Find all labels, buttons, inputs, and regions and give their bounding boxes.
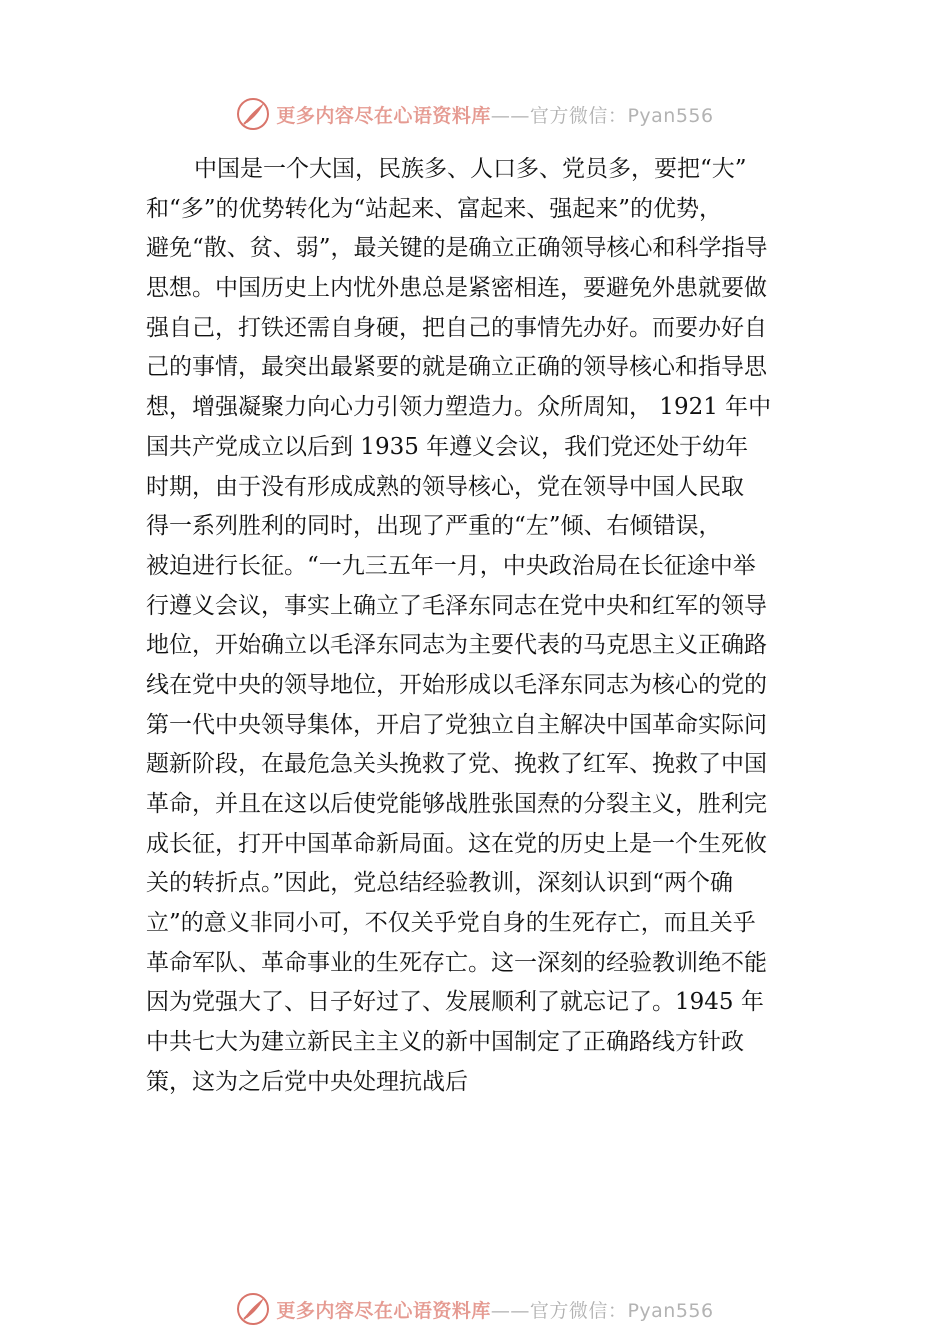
body-line: 时期，由于没有形成成熟的领导核心，党在领导中国人民取 bbox=[146, 473, 744, 500]
body-line: 和“多”的优势转化为“站起来、富起来、强起来”的优势， bbox=[146, 195, 723, 222]
body-line: 题新阶段，在最危急关头挽救了党、挽救了红军、挽救了中国 bbox=[146, 751, 767, 778]
body-line: 第一代中央领导集体，开启了党独立自主解决中国革命实际问 bbox=[146, 711, 767, 738]
body-line: 避免“散、贫、弱”，最关键的是确立正确领导核心和科学指导 bbox=[146, 235, 768, 262]
header-dash: —— bbox=[490, 104, 530, 127]
footer-brand: 更多内容尽在心语资料库 bbox=[276, 1299, 491, 1322]
body-line: 中共七大为建立新民主主义的新中国制定了正确路线方针政 bbox=[146, 1029, 744, 1056]
body-line: 成长征，打开中国革命新局面。这在党的历史上是一个生死攸 bbox=[146, 830, 767, 857]
body-line: 思想。中国历史上内忧外患总是紧密相连，要避免外患就要做 bbox=[146, 275, 767, 302]
body-line: 地位，开始确立以毛泽东同志为主要代表的马克思主义正确路 bbox=[146, 632, 767, 659]
footer-text bbox=[276, 1296, 713, 1323]
body-line: 得一系列胜利的同时，出现了严重的“左”倾、右倾错误， bbox=[146, 513, 722, 540]
body-line: 立”的意义非同小可，不仅关乎党自身的生死存亡，而且关乎 bbox=[146, 910, 756, 937]
body-line: 行遵义会议，事实上确立了毛泽东同志在党中央和红军的领导 bbox=[146, 592, 767, 619]
body-line: 线在党中央的领导地位，开始形成以毛泽东同志为核心的党的 bbox=[146, 671, 767, 698]
body-line: 想，增强凝聚力向心力引领力塑造力。众所周知， 1921 年中 bbox=[146, 394, 772, 421]
header-banner bbox=[0, 94, 950, 134]
header-brand: 更多内容尽在心语资料库 bbox=[276, 104, 491, 127]
body-line: 强自己，打铁还需自身硬，把自己的事情先办好。而要办好自 bbox=[146, 314, 767, 341]
footer-label: 官方微信： bbox=[529, 1299, 628, 1322]
body-line: 己的事情，最突出最紧要的就是确立正确的领导核心和指导思 bbox=[146, 354, 767, 381]
quill-pen-logo-icon bbox=[236, 97, 270, 131]
body-line: 中国是一个大国，民族多、人口多、党员多，要把“大” bbox=[194, 156, 747, 182]
body-line: 被迫进行长征。“一九三五年一月，中央政治局在长征途中举 bbox=[146, 552, 756, 579]
footer-banner bbox=[0, 1289, 950, 1329]
body-line: 因为党强大了、日子好过了、发展顺利了就忘记了。1945 年 bbox=[146, 989, 764, 1016]
header-wechat-id: Pyan556 bbox=[627, 104, 714, 127]
body-line: 关的转折点。”因此，党总结经验教训，深刻认识到“两个确 bbox=[146, 870, 734, 897]
footer-dash: —— bbox=[490, 1299, 530, 1322]
quill-pen-logo-icon bbox=[236, 1292, 270, 1326]
body-text bbox=[146, 150, 822, 1103]
footer-wechat-id: Pyan556 bbox=[627, 1299, 714, 1322]
body-line: 革命，并且在这以后使党能够战胜张国焘的分裂主义，胜利完 bbox=[146, 791, 767, 817]
header-label: 官方微信： bbox=[529, 104, 628, 127]
body-line: 策，这为之后党中央处理抗战后 bbox=[146, 1068, 468, 1095]
body-line: 革命军队、革命事业的生死存亡。这一深刻的经验教训绝不能 bbox=[146, 949, 767, 976]
body-line: 国共产党成立以后到 1935 年遵义会议，我们党还处于幼年 bbox=[146, 433, 749, 460]
header-text bbox=[276, 101, 713, 128]
